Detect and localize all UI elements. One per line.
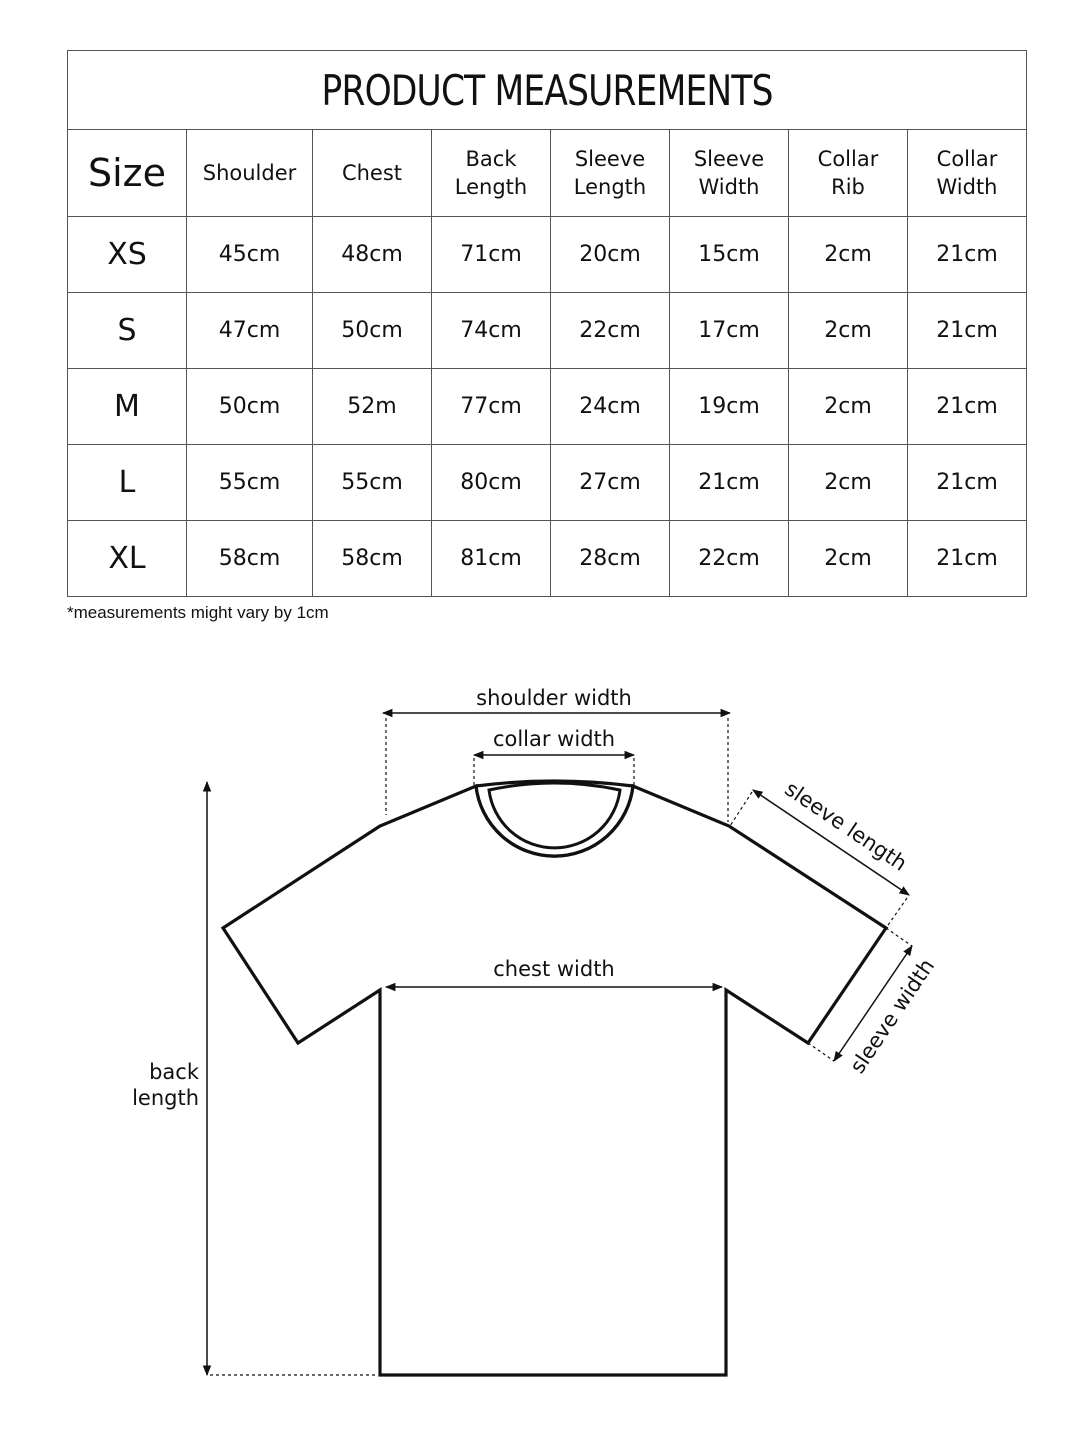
sleeve-width-label: sleeve width <box>845 954 940 1078</box>
sleeve-width-header: Sleeve Width <box>670 130 789 217</box>
sleeve-length-label: sleeve length <box>780 776 912 876</box>
table-cell: 2cm <box>789 293 908 369</box>
table-cell: 21cm <box>670 445 789 521</box>
sleeve-width-guide-top <box>886 928 912 946</box>
table-cell: 58cm <box>187 521 313 597</box>
table-cell: 47cm <box>187 293 313 369</box>
table-cell: 74cm <box>432 293 551 369</box>
sleeve-width-guide-bottom <box>808 1043 834 1061</box>
shoulder-header: Shoulder <box>187 130 313 217</box>
table-cell: 55cm <box>313 445 432 521</box>
table-cell: 71cm <box>432 217 551 293</box>
table-cell: 17cm <box>670 293 789 369</box>
table-cell: 50cm <box>187 369 313 445</box>
sleeve-length-header: Sleeve Length <box>551 130 670 217</box>
table-cell: 77cm <box>432 369 551 445</box>
back-length-header: Back Length <box>432 130 551 217</box>
size-cell: S <box>68 293 187 369</box>
size-cell: XL <box>68 521 187 597</box>
shoulder-width-label: shoulder width <box>476 686 632 710</box>
table-cell: 22cm <box>670 521 789 597</box>
table-cell: 19cm <box>670 369 789 445</box>
back-length-label-line2: length <box>132 1086 199 1110</box>
measurement-note: *measurements might vary by 1cm <box>67 603 329 622</box>
collar-inner <box>489 783 620 848</box>
table-cell: 50cm <box>313 293 432 369</box>
chest-header: Chest <box>313 130 432 217</box>
sleeve-length-guide-bottom <box>886 898 907 928</box>
back-length-label-line1: back <box>149 1060 199 1084</box>
table-cell: 2cm <box>789 445 908 521</box>
table-cell: 2cm <box>789 217 908 293</box>
table-cell: 21cm <box>908 521 1027 597</box>
table-cell: 45cm <box>187 217 313 293</box>
table-cell: 22cm <box>551 293 670 369</box>
collar-width-header: Collar Width <box>908 130 1027 217</box>
table-cell: 2cm <box>789 369 908 445</box>
tshirt-outline <box>223 786 886 1375</box>
size-cell: L <box>68 445 187 521</box>
table-cell: 20cm <box>551 217 670 293</box>
table-cell: 28cm <box>551 521 670 597</box>
collar-rib-header: Collar Rib <box>789 130 908 217</box>
collar-width-label: collar width <box>492 727 616 751</box>
table-cell: 24cm <box>551 369 670 445</box>
table-title: PRODUCT MEASUREMENTS <box>321 65 773 115</box>
table-cell: 2cm <box>789 521 908 597</box>
table-cell: 52m <box>313 369 432 445</box>
table-cell: 21cm <box>908 369 1027 445</box>
sleeve-length-guide-top <box>730 792 752 826</box>
table-cell: 21cm <box>908 445 1027 521</box>
table-cell: 81cm <box>432 521 551 597</box>
size-cell: M <box>68 369 187 445</box>
table-cell: 15cm <box>670 217 789 293</box>
table-cell: 80cm <box>432 445 551 521</box>
table-cell: 48cm <box>313 217 432 293</box>
table-cell: 58cm <box>313 521 432 597</box>
size-cell: XS <box>68 217 187 293</box>
chest-width-label: chest width <box>493 957 615 981</box>
table-cell: 21cm <box>908 293 1027 369</box>
table-cell: 55cm <box>187 445 313 521</box>
table-cell: 21cm <box>908 217 1027 293</box>
size-header: Size <box>68 130 187 217</box>
table-cell: 27cm <box>551 445 670 521</box>
